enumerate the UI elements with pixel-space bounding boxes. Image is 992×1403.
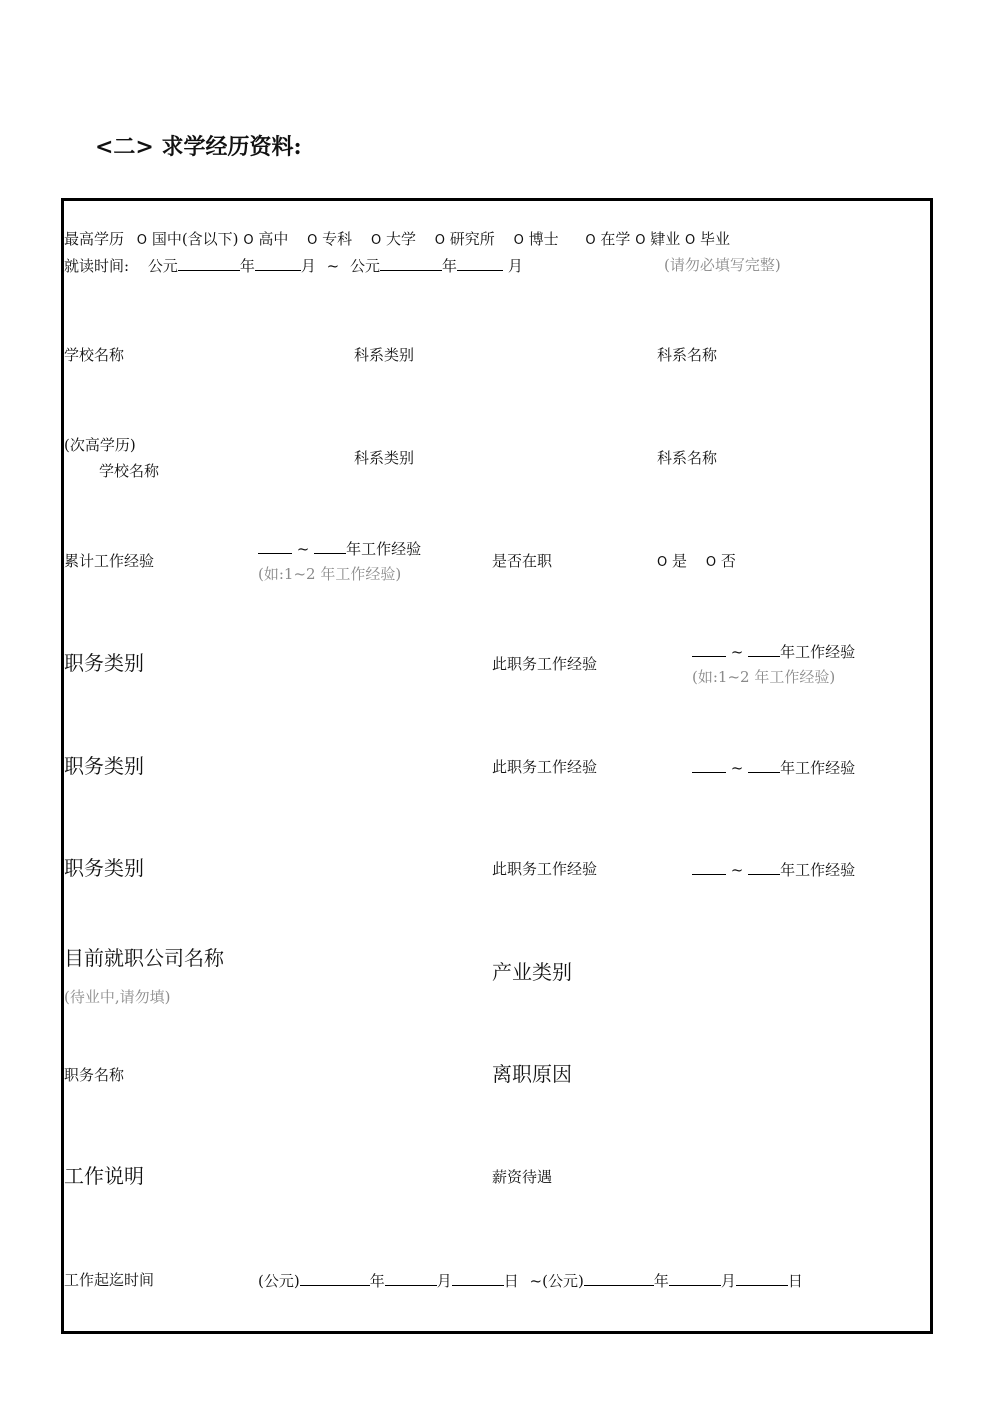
experience-hint: (如:1~2 年工作经验) xyxy=(258,565,402,583)
current-company-label: 目前就职公司名称 xyxy=(64,946,224,970)
exp-min-field[interactable] xyxy=(692,642,726,657)
option-university[interactable]: 大学 xyxy=(385,230,416,248)
status-studying[interactable]: 在学 xyxy=(600,230,631,248)
year-label: 年 xyxy=(369,1272,385,1290)
employed-no[interactable]: 否 xyxy=(720,552,736,570)
total-experience-label: 累计工作经验 xyxy=(64,552,155,570)
dept-name-label: 科系名称 xyxy=(657,449,718,467)
option-doctorate[interactable]: 博士 xyxy=(528,230,559,248)
years-experience-suffix: 年工作经验 xyxy=(780,759,856,777)
end-month-field[interactable] xyxy=(457,256,503,271)
section-title: <二> 求学经历资料: xyxy=(95,134,302,160)
job-category-label: 职务类别 xyxy=(64,651,144,675)
ad-label: (公元) xyxy=(258,1272,300,1290)
month-label: 月 xyxy=(507,257,523,275)
radio-icon[interactable]: O xyxy=(434,233,445,248)
ad-label: (公元) xyxy=(542,1272,584,1290)
work-period-label: 工作起迄时间 xyxy=(64,1271,155,1289)
month-label: 月 xyxy=(300,257,316,275)
exp-max-field[interactable] xyxy=(748,860,780,875)
end-year-field[interactable] xyxy=(584,1271,654,1286)
status-incomplete[interactable]: 肄业 xyxy=(650,230,681,248)
end-year-field[interactable] xyxy=(380,256,442,271)
tilde: ~ xyxy=(326,257,340,275)
dept-type-label: 科系类别 xyxy=(354,346,415,364)
job-experience-label: 此职务工作经验 xyxy=(492,860,598,878)
job-category-label: 职务类别 xyxy=(64,856,144,880)
job-title-label: 职务名称 xyxy=(64,1066,125,1084)
tilde: ~ xyxy=(730,759,744,777)
year-label: 年 xyxy=(239,257,255,275)
day-label: 日 xyxy=(787,1272,803,1290)
employed-yes[interactable]: 是 xyxy=(672,552,688,570)
ad-label: 公元 xyxy=(147,257,178,275)
job-experience-range xyxy=(692,860,855,879)
unemployed-hint: (待业中,请勿填) xyxy=(64,988,171,1006)
end-month-field[interactable] xyxy=(669,1271,721,1286)
start-month-field[interactable] xyxy=(255,256,301,271)
exp-max-field[interactable] xyxy=(748,642,780,657)
secondary-education-label: (次高学历) xyxy=(64,436,136,454)
year-label: 年 xyxy=(442,257,458,275)
job-category-label: 职务类别 xyxy=(64,754,144,778)
radio-icon[interactable]: O xyxy=(136,233,148,248)
exp-min-field[interactable] xyxy=(692,758,726,773)
study-period-row xyxy=(64,256,523,275)
status-graduated[interactable]: 毕业 xyxy=(700,230,731,248)
start-year-field[interactable] xyxy=(178,256,240,271)
radio-icon[interactable]: O xyxy=(657,555,668,570)
experience-hint: (如:1~2 年工作经验) xyxy=(692,668,836,686)
period-label: 就读时间: xyxy=(64,257,130,275)
ad-label: 公元 xyxy=(350,257,381,275)
radio-icon[interactable]: O xyxy=(370,233,382,248)
school-name-label: 学校名称 xyxy=(64,346,125,364)
job-experience-range xyxy=(692,758,855,777)
exp-min-field[interactable] xyxy=(692,860,726,875)
radio-icon[interactable]: O xyxy=(705,555,717,570)
years-experience-suffix: 年工作经验 xyxy=(780,643,856,661)
start-year-field[interactable] xyxy=(300,1271,370,1286)
tilde: ~ xyxy=(730,643,744,661)
leave-reason-label: 离职原因 xyxy=(492,1062,572,1086)
education-label: 最高学历 xyxy=(64,230,125,248)
work-period-fields xyxy=(258,1271,803,1290)
year-label: 年 xyxy=(653,1272,669,1290)
fill-complete-note: (请勿必填写完整) xyxy=(664,256,781,274)
start-day-field[interactable] xyxy=(452,1271,504,1286)
exp-max-field[interactable] xyxy=(314,539,346,554)
tilde: ~ xyxy=(529,1272,543,1290)
end-day-field[interactable] xyxy=(736,1271,788,1286)
job-description-label: 工作说明 xyxy=(64,1164,144,1188)
radio-icon[interactable]: O xyxy=(307,233,318,248)
month-label: 月 xyxy=(720,1272,736,1290)
job-experience-label: 此职务工作经验 xyxy=(492,758,598,776)
day-label: 日 xyxy=(503,1272,519,1290)
salary-label: 薪资待遇 xyxy=(492,1168,553,1186)
total-experience-range xyxy=(258,539,421,558)
exp-min-field[interactable] xyxy=(258,539,292,554)
education-row xyxy=(64,230,730,250)
month-label: 月 xyxy=(436,1272,452,1290)
years-experience-suffix: 年工作经验 xyxy=(346,540,422,558)
radio-icon[interactable]: O xyxy=(635,233,646,248)
years-experience-suffix: 年工作经验 xyxy=(780,861,856,879)
radio-icon[interactable]: O xyxy=(685,233,696,248)
radio-icon[interactable]: O xyxy=(585,233,596,248)
option-college[interactable]: 专科 xyxy=(322,230,353,248)
option-junior-high[interactable]: 国中(含以下) xyxy=(151,230,239,248)
exp-max-field[interactable] xyxy=(748,758,780,773)
tilde: ~ xyxy=(296,540,310,558)
dept-type-label: 科系类别 xyxy=(354,449,415,467)
radio-icon[interactable]: O xyxy=(243,233,254,248)
industry-label: 产业类别 xyxy=(492,960,572,984)
radio-icon[interactable]: O xyxy=(513,233,524,248)
start-month-field[interactable] xyxy=(385,1271,437,1286)
tilde: ~ xyxy=(730,861,744,879)
employed-label: 是否在职 xyxy=(492,552,553,570)
job-experience-range xyxy=(692,642,855,661)
job-experience-label: 此职务工作经验 xyxy=(492,655,598,673)
employed-options xyxy=(657,552,736,572)
school-name-label: 学校名称 xyxy=(99,462,160,480)
option-high-school[interactable]: 高中 xyxy=(258,230,289,248)
dept-name-label: 科系名称 xyxy=(657,346,718,364)
option-graduate-school[interactable]: 研究所 xyxy=(449,230,495,248)
